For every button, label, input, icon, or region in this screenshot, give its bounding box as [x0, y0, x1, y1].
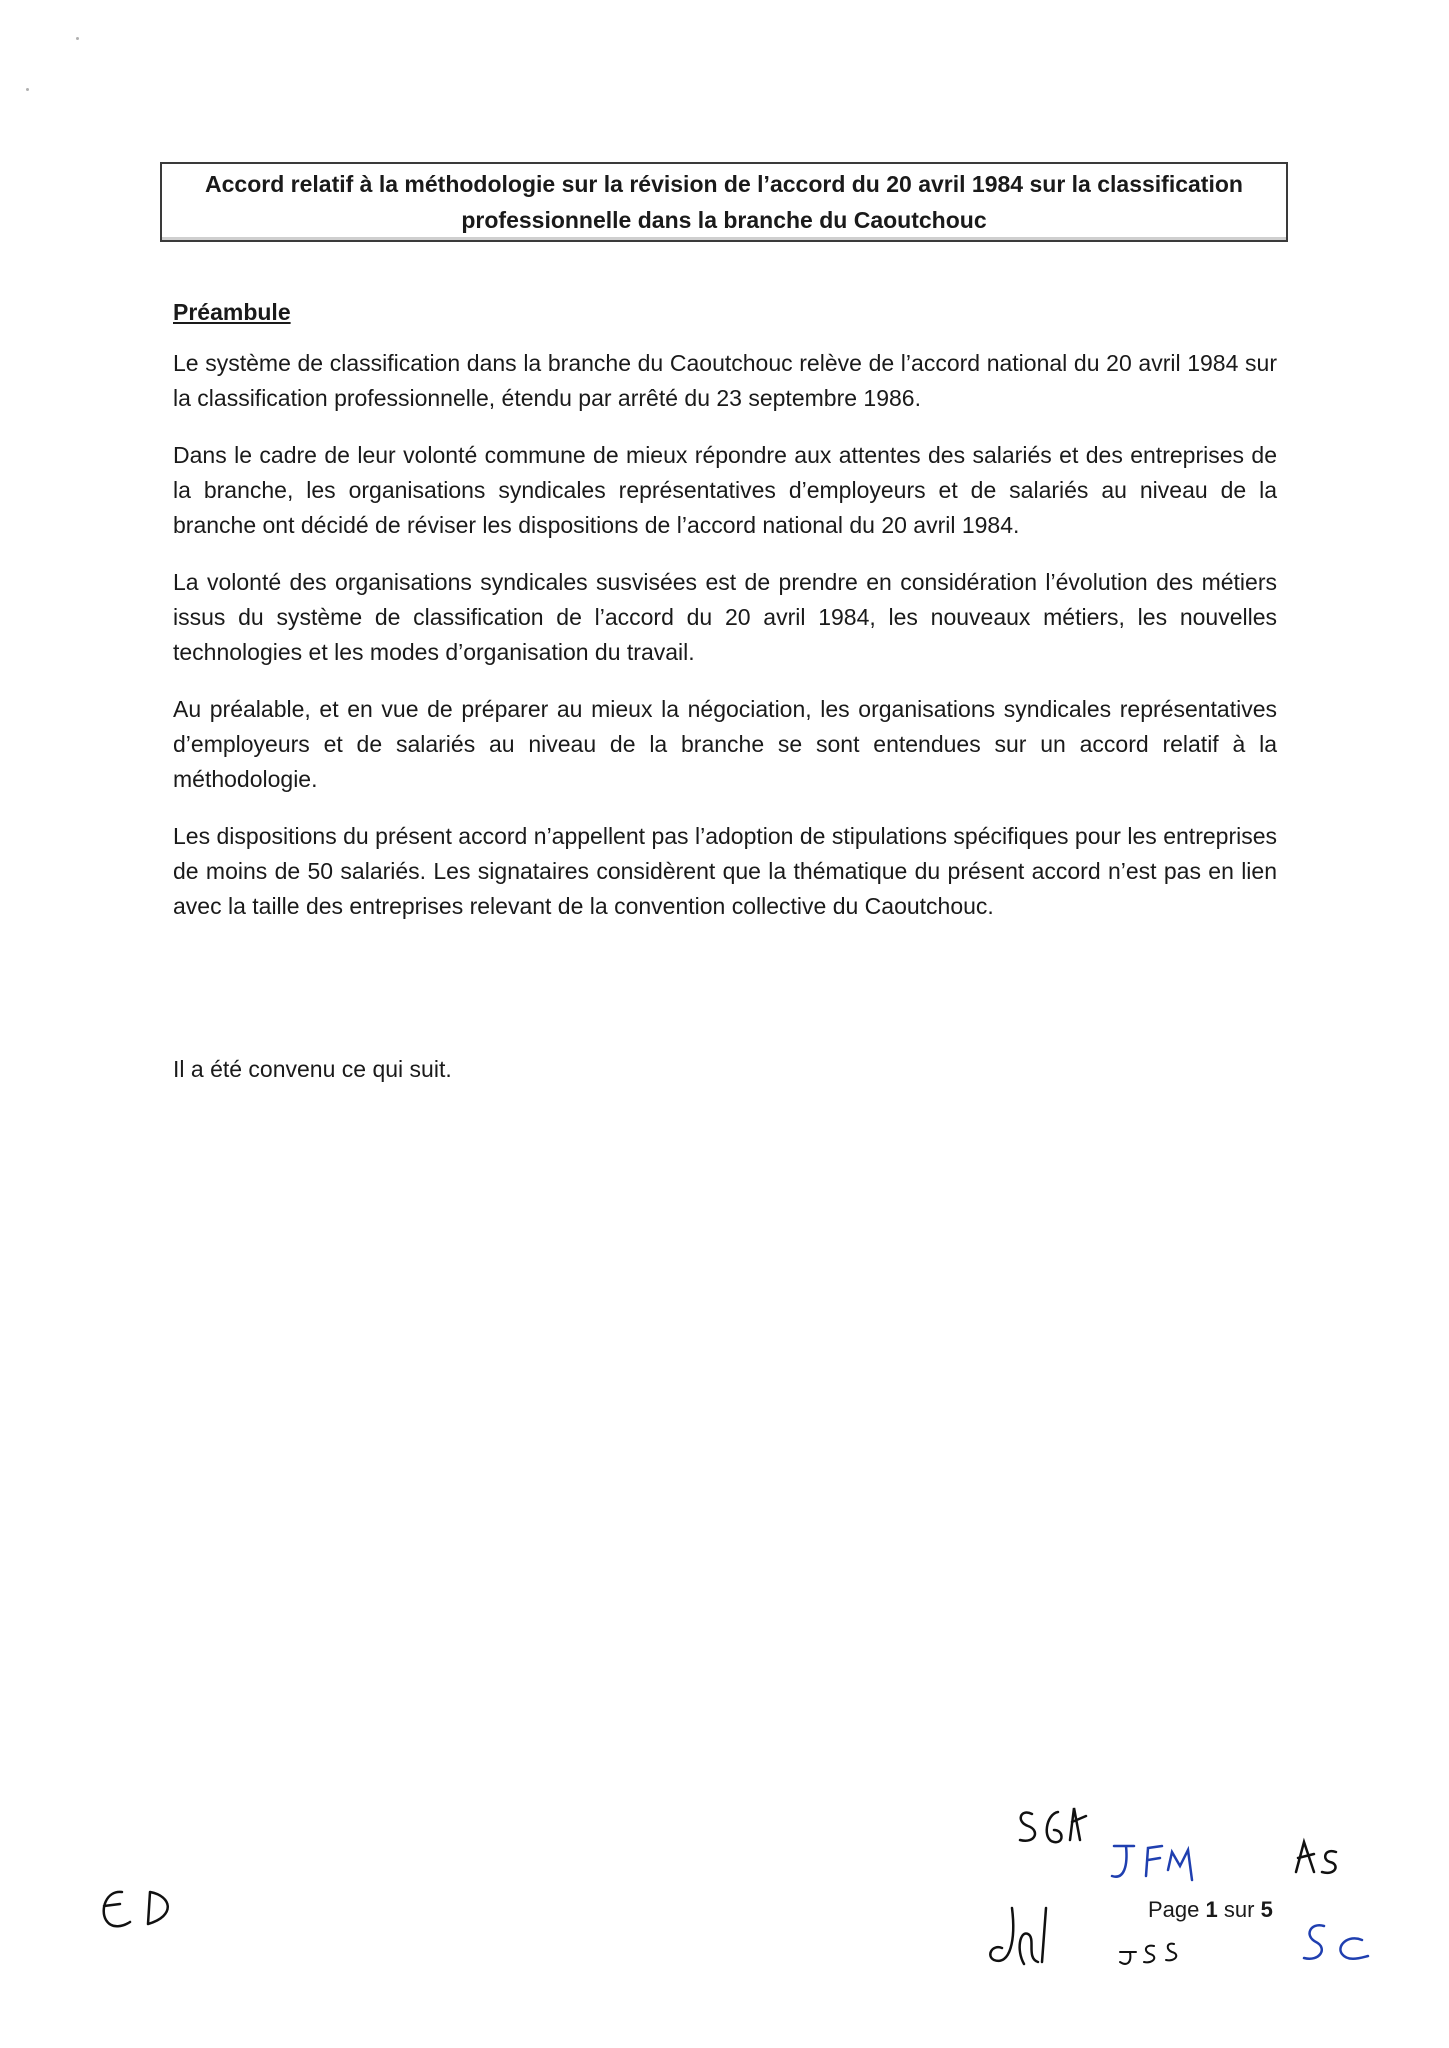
scan-speck	[26, 88, 29, 91]
handwritten-initials-ed	[96, 1880, 196, 1940]
page-number: 1	[1205, 1897, 1218, 1922]
page-label: Page	[1148, 1897, 1200, 1922]
page-footer	[1148, 1895, 1273, 1925]
document-title-line-1: Accord relatif à la méthodologie sur la révision de l’accord du 20 avril 1984 sur la classification	[205, 171, 1243, 197]
paragraph: Les dispositions du présent accord n’appellent pas l’adoption de stipulations spécifiques pour les entreprises de moins de 50 salariés. Les signataires considèrent que la thématique du présent accord n’est pas en lien avec la taille des entreprises relevant de la convention collective du Caoutchouc.	[173, 823, 1277, 919]
document-title-box	[160, 162, 1288, 242]
page-of-label: sur	[1223, 1897, 1255, 1922]
handwritten-initials-sga	[1010, 1800, 1100, 1860]
paragraph: Dans le cadre de leur volonté commune de mieux répondre aux attentes des salariés et des entreprises de la branche, les organisations syndicales représentatives d’employeurs et de salariés au niveau de la branche ont décidé de réviser les dispositions de l’accord national du 20 avril 1984.	[173, 442, 1277, 538]
closing-statement: Il a été convenu ce qui suit.	[173, 1056, 452, 1082]
handwritten-initials-sc	[1296, 1916, 1376, 1976]
paragraph: La volonté des organisations syndicales susvisées est de prendre en considération l’évolution des métiers issus du système de classification de l’accord du 20 avril 1984, les nouveaux métiers, les nouvelles technologies et les modes d’organisation du travail.	[173, 569, 1277, 665]
handwritten-initials-as	[1288, 1836, 1348, 1886]
handwritten-initials-jl	[986, 1900, 1066, 1980]
handwritten-initials-jss	[1116, 1936, 1196, 1976]
section-heading-preamble: Préambule	[173, 299, 291, 325]
scan-speck	[76, 37, 79, 40]
document-body	[173, 296, 1277, 946]
document-title-line-2: professionnelle dans la branche du Caoutchouc	[461, 207, 987, 233]
paragraph: Le système de classification dans la branche du Caoutchouc relève de l’accord national du 20 avril 1984 sur la classification professionnelle, étendu par arrêté du 23 septembre 1986.	[173, 350, 1277, 411]
handwritten-initials-jfm	[1108, 1840, 1218, 1890]
page-total: 5	[1260, 1897, 1273, 1922]
paragraph: Au préalable, et en vue de préparer au mieux la négociation, les organisations syndicales représentatives d’employeurs et de salariés au niveau de la branche se sont entendues sur un accord relatif à la méthodologie.	[173, 696, 1277, 792]
